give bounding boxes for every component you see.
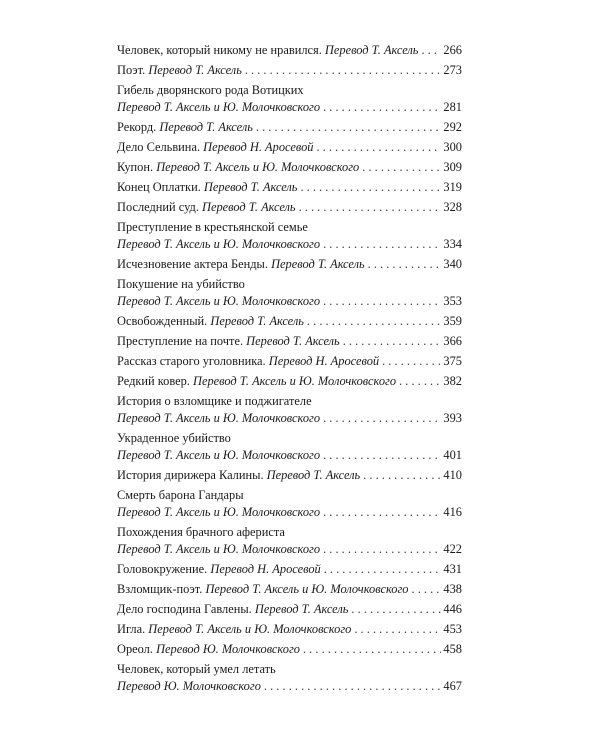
toc-entry (117, 276, 462, 310)
toc-entry (117, 42, 462, 59)
entry-title: Дело Сельвина. (117, 140, 201, 154)
entry-translator: Перевод Т. Аксель и Ю. Молочковского (117, 542, 321, 556)
toc-entry (117, 119, 462, 136)
entry-translator: Перевод Ю. Молочковского (156, 642, 300, 656)
entry-translator: Перевод Т. Аксель и Ю. Молочковского (117, 294, 321, 308)
dot-leader (323, 99, 441, 116)
page-number: 328 (443, 200, 462, 214)
page-number: 393 (443, 411, 462, 425)
entry-translator: Перевод Т. Аксель (324, 43, 419, 57)
page-number: 273 (443, 63, 462, 77)
toc-entry (117, 524, 462, 558)
toc-entry (117, 561, 462, 578)
dot-leader (354, 621, 441, 638)
dot-leader (362, 159, 441, 176)
dot-leader (421, 42, 441, 59)
entry-translator: Перевод Т. Аксель (271, 257, 365, 271)
page-number: 292 (443, 120, 462, 134)
entry-title: Конец Оплатки. (117, 180, 201, 194)
dot-leader (323, 541, 441, 558)
entry-title: Человек, который никому не нравился. (117, 43, 322, 57)
toc-entry (117, 333, 462, 350)
entry-translator: Перевод Ю. Молочковского (117, 679, 261, 693)
toc-entry (117, 601, 462, 618)
toc-entry (117, 467, 462, 484)
entry-title: Дело господина Гавлены. (117, 602, 252, 616)
dot-leader (256, 119, 442, 136)
dot-leader (412, 581, 442, 598)
toc-entry (117, 219, 462, 253)
entry-title: Рекорд. (117, 120, 157, 134)
page-number: 453 (443, 622, 462, 636)
page-number: 431 (443, 562, 462, 576)
page-number: 422 (443, 542, 462, 556)
toc-entry (117, 373, 462, 390)
page-number: 416 (443, 505, 462, 519)
entry-translator: Перевод Т. Аксель и Ю. Молочковского (117, 448, 321, 462)
page-number: 467 (443, 679, 462, 693)
table-of-contents (117, 42, 462, 695)
entry-title: Рассказ старого уголовника. (117, 354, 266, 368)
entry-title: Украденное убийство (117, 431, 231, 445)
entry-translator: Перевод Т. Аксель (148, 63, 242, 77)
entry-title: Взломщик-поэт. (117, 582, 203, 596)
entry-title: Освобожденный. (117, 314, 208, 328)
page-number: 281 (443, 100, 462, 114)
dot-leader (323, 293, 441, 310)
page-number: 334 (443, 237, 462, 251)
entry-title: Редкий ковер. (117, 374, 190, 388)
entry-title: Поэт. (117, 63, 146, 77)
entry-translator: Перевод Т. Аксель (210, 314, 304, 328)
entry-title: Игла. (117, 622, 146, 636)
dot-leader (300, 179, 441, 196)
entry-translator: Перевод Т. Аксель и Ю. Молочковского (148, 622, 352, 636)
toc-entry (117, 487, 462, 521)
page-number: 401 (443, 448, 462, 462)
page-number: 353 (443, 294, 462, 308)
dot-leader (299, 199, 442, 216)
entry-title: Человек, который умел летать (117, 662, 276, 676)
entry-translator: Перевод Т. Аксель и Ю. Молочковского (205, 582, 409, 596)
entry-title: Покушение на убийство (117, 277, 245, 291)
entry-translator: Перевод Н. Аросевой (210, 562, 321, 576)
page-number: 458 (443, 642, 462, 656)
dot-leader (382, 353, 441, 370)
dot-leader (324, 561, 442, 578)
page-number: 382 (443, 374, 462, 388)
page-number: 340 (443, 257, 462, 271)
page-number: 366 (443, 334, 462, 348)
dot-leader (323, 504, 441, 521)
entry-translator: Перевод Н. Аросевой (203, 140, 314, 154)
page-number: 309 (443, 160, 462, 174)
entry-translator: Перевод Т. Аксель и Ю. Молочковского (117, 505, 321, 519)
entry-translator: Перевод Т. Аксель (246, 334, 340, 348)
dot-leader (307, 313, 441, 330)
entry-translator: Перевод Т. Аксель (266, 468, 361, 482)
toc-entry (117, 393, 462, 427)
entry-title: Смерть барона Гандары (117, 488, 244, 502)
page-number: 266 (443, 43, 462, 57)
entry-title: Последний суд. (117, 200, 199, 214)
entry-translator: Перевод Т. Аксель и Ю. Молочковского (117, 411, 321, 425)
page-number: 446 (443, 602, 462, 616)
dot-leader (303, 641, 441, 658)
dot-leader (343, 333, 442, 350)
entry-translator: Перевод Т. Аксель и Ю. Молочковского (193, 374, 397, 388)
entry-translator: Перевод Т. Аксель и Ю. Молочковского (156, 160, 360, 174)
toc-entry (117, 353, 462, 370)
toc-entry (117, 661, 462, 695)
entry-title: Похождения брачного афериста (117, 525, 285, 539)
entry-title: Гибель дворянского рода Вотицких (117, 83, 304, 97)
toc-entry (117, 581, 462, 598)
toc-entry (117, 256, 462, 273)
page-number: 438 (443, 582, 462, 596)
entry-title: Преступление на почте. (117, 334, 244, 348)
toc-entry (117, 62, 462, 79)
toc-entry (117, 641, 462, 658)
page-number: 319 (443, 180, 462, 194)
toc-entry (117, 139, 462, 156)
toc-entry (117, 313, 462, 330)
dot-leader (351, 601, 441, 618)
entry-translator: Перевод Т. Аксель и Ю. Молочковского (117, 237, 321, 251)
toc-entry (117, 621, 462, 638)
entry-translator: Перевод Т. Аксель (203, 180, 298, 194)
entry-translator: Перевод Т. Аксель и Ю. Молочковского (117, 100, 321, 114)
dot-leader (368, 256, 442, 273)
page-number: 359 (443, 314, 462, 328)
entry-translator: Перевод Т. Аксель (202, 200, 296, 214)
entry-title: История дирижера Калины. (117, 468, 264, 482)
dot-leader (399, 373, 441, 390)
page-number: 410 (443, 468, 462, 482)
dot-leader (245, 62, 442, 79)
entry-title: История о взломщике и поджигателе (117, 394, 312, 408)
entry-title: Головокружение. (117, 562, 208, 576)
entry-title: Купон. (117, 160, 154, 174)
toc-entry (117, 430, 462, 464)
entry-translator: Перевод Т. Аксель (254, 602, 349, 616)
entry-title: Исчезновение актера Бенды. (117, 257, 268, 271)
dot-leader (363, 467, 441, 484)
dot-leader (323, 236, 441, 253)
page-number: 300 (443, 140, 462, 154)
toc-entry (117, 82, 462, 116)
entry-title: Ореол. (117, 642, 153, 656)
page-number: 375 (443, 354, 462, 368)
toc-entry (117, 159, 462, 176)
dot-leader (264, 678, 442, 695)
dot-leader (316, 139, 441, 156)
toc-entry (117, 199, 462, 216)
toc-entry (117, 179, 462, 196)
entry-translator: Перевод Т. Аксель (159, 120, 253, 134)
entry-translator: Перевод Н. Аросевой (268, 354, 380, 368)
entry-title: Преступление в крестьянской семье (117, 220, 308, 234)
dot-leader (323, 410, 441, 427)
dot-leader (323, 447, 441, 464)
